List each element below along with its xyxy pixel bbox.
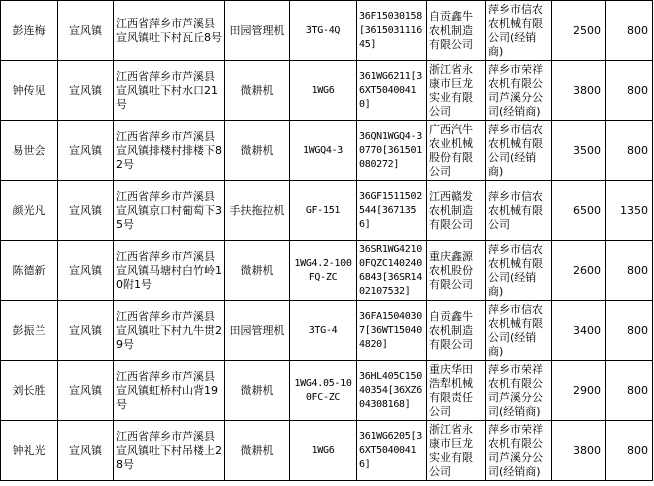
address-cell: 江西省萍乡市芦溪县宣风镇排楼村排楼下82号 — [114, 121, 225, 181]
town-cell: 宣风镇 — [58, 181, 114, 241]
product-cell: 微耕机 — [225, 241, 290, 301]
farmer-name-cell: 彭连梅 — [1, 1, 58, 61]
farmer-name-cell: 刘长胜 — [1, 361, 58, 421]
manufacturer-cell: 重庆鑫源农机股份有限公司 — [427, 241, 486, 301]
manufacturer-cell: 自贡鑫牛农机制造有限公司 — [427, 1, 486, 61]
town-cell: 宣风镇 — [58, 361, 114, 421]
address-cell: 江西省萍乡市芦溪县宣风镇吐下村九牛贯29号 — [114, 301, 225, 361]
dealer-cell: 萍乡市信农农机械有限公司(经销商) — [486, 241, 552, 301]
dealer-cell: 萍乡市荣祥农机有限公司芦溪分公司(经销商) — [486, 361, 552, 421]
address-cell: 江西省萍乡市芦溪县宣风镇吐下村水口21号 — [114, 61, 225, 121]
model-cell: 3TG-4 — [290, 301, 357, 361]
model-cell: 1WG6 — [290, 61, 357, 121]
manufacturer-cell: 自贡鑫牛农机制造有限公司 — [427, 301, 486, 361]
dealer-cell: 萍乡市荣祥农机有限公司芦溪分公司(经销商) — [486, 61, 552, 121]
manufacturer-cell: 广西汽牛农业机械股份有限公司 — [427, 121, 486, 181]
subsidy-cell: 800 — [606, 61, 653, 121]
farmer-name-cell: 钟传见 — [1, 61, 58, 121]
serial-number-cell: 36FA15040307[36WT150404820] — [357, 301, 427, 361]
price-cell: 3800 — [552, 61, 606, 121]
model-cell: 1WG6 — [290, 421, 357, 481]
address-cell: 江西省萍乡市芦溪县宣风镇京口村葡萄下35号 — [114, 181, 225, 241]
table-row — [1, 61, 653, 121]
town-cell: 宣风镇 — [58, 1, 114, 61]
model-cell: 3TG-4Q — [290, 1, 357, 61]
farmer-name-cell: 陈德新 — [1, 241, 58, 301]
town-cell: 宣风镇 — [58, 241, 114, 301]
price-cell: 6500 — [552, 181, 606, 241]
table-row — [1, 181, 653, 241]
table-row — [1, 301, 653, 361]
dealer-cell: 萍乡市信农农机械有限公司(经销商) — [486, 121, 552, 181]
price-cell: 3500 — [552, 121, 606, 181]
table-row — [1, 241, 653, 301]
farmer-name-cell: 颜光凡 — [1, 181, 58, 241]
subsidy-cell: 1350 — [606, 181, 653, 241]
model-cell: 1WGQ4-3 — [290, 121, 357, 181]
price-cell: 2500 — [552, 1, 606, 61]
product-cell: 田园管理机 — [225, 1, 290, 61]
serial-number-cell: 36GF1511502544[3671356] — [357, 181, 427, 241]
table-row — [1, 1, 653, 61]
serial-number-cell: 36SR1WG42100FQZC1402406843[36SR1402107532] — [357, 241, 427, 301]
table-row — [1, 421, 653, 481]
dealer-cell: 萍乡市荣祥农机有限公司芦溪分公司(经销商) — [486, 421, 552, 481]
serial-number-cell: 36HL405C15040354[36XZ604308168] — [357, 361, 427, 421]
subsidy-cell: 800 — [606, 241, 653, 301]
dealer-cell: 萍乡市信农农机械有限公司 — [486, 181, 552, 241]
price-cell: 2600 — [552, 241, 606, 301]
manufacturer-cell: 重庆华田浩犁机械有限责任公司 — [427, 361, 486, 421]
farmer-name-cell: 易世会 — [1, 121, 58, 181]
subsidy-cell: 800 — [606, 301, 653, 361]
town-cell: 宣风镇 — [58, 421, 114, 481]
serial-number-cell: 36F15030158[3615031116 45] — [357, 1, 427, 61]
price-cell: 3400 — [552, 301, 606, 361]
product-cell: 田园管理机 — [225, 301, 290, 361]
serial-number-cell: 361WG6205[36XT50400416] — [357, 421, 427, 481]
product-cell: 微耕机 — [225, 421, 290, 481]
model-cell: 1WG4.2-100FQ-ZC — [290, 241, 357, 301]
manufacturer-cell: 江西赣发农机制造有限公司 — [427, 181, 486, 241]
address-cell: 江西省萍乡市芦溪县宣风镇吐下村吊楼上28号 — [114, 421, 225, 481]
product-cell: 微耕机 — [225, 361, 290, 421]
subsidy-cell: 800 — [606, 1, 653, 61]
address-cell: 江西省萍乡市芦溪县宣风镇虹桥村山背19号 — [114, 361, 225, 421]
dealer-cell: 萍乡市信农农机械有限公司(经销商) — [486, 1, 552, 61]
table-row — [1, 361, 653, 421]
product-cell: 微耕机 — [225, 61, 290, 121]
subsidy-cell: 800 — [606, 421, 653, 481]
address-cell: 江西省萍乡市芦溪县宣风镇马塘村白竹岭10附1号 — [114, 241, 225, 301]
farmer-name-cell: 彭振兰 — [1, 301, 58, 361]
dealer-cell: 萍乡市信农农机械有限公司(经销商) — [486, 301, 552, 361]
address-cell: 江西省萍乡市芦溪县宣风镇吐下村瓦丘8号 — [114, 1, 225, 61]
model-cell: 1WG4.05-100FC-ZC — [290, 361, 357, 421]
price-cell: 2900 — [552, 361, 606, 421]
town-cell: 宣风镇 — [58, 61, 114, 121]
product-cell: 手扶拖拉机 — [225, 181, 290, 241]
model-cell: GF-151 — [290, 181, 357, 241]
product-cell: 微耕机 — [225, 121, 290, 181]
manufacturer-cell: 浙江省永康市巨龙实业有限公司 — [427, 61, 486, 121]
serial-number-cell: 36QN1WGQ4-30770[361501080272] — [357, 121, 427, 181]
town-cell: 宣风镇 — [58, 301, 114, 361]
manufacturer-cell: 浙江省永康市巨龙实业有限公司 — [427, 421, 486, 481]
subsidy-cell: 800 — [606, 361, 653, 421]
price-cell: 3800 — [552, 421, 606, 481]
farmer-name-cell: 钟礼光 — [1, 421, 58, 481]
serial-number-cell: 361WG6211[36XT50400410] — [357, 61, 427, 121]
town-cell: 宣风镇 — [58, 121, 114, 181]
table-row — [1, 121, 653, 181]
subsidy-cell: 800 — [606, 121, 653, 181]
